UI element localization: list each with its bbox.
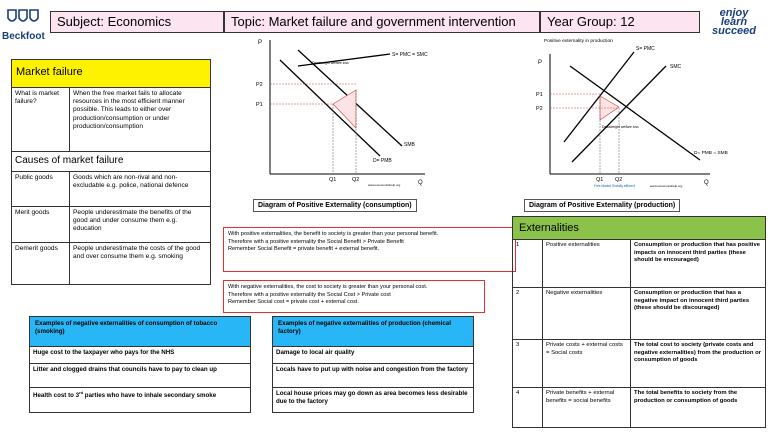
factory-title: Examples of negative externalities of production (chemical factory) xyxy=(273,317,474,347)
topic-header: Topic: Market failure and government intervention xyxy=(224,11,540,33)
externality-term: Private benefits + external benefits = social benefits xyxy=(543,388,631,428)
externalities-table xyxy=(512,216,766,428)
factory-item: Local house prices may go down as area becomes less desirable due to the factory xyxy=(273,388,474,413)
externality-definition: The total benefits to society from the production or consumption of goods xyxy=(631,388,766,428)
row-number: 2 xyxy=(513,288,543,340)
tobacco-item-text: parties who have to inhale secondary smoke xyxy=(83,392,217,400)
q1-label: Q1 xyxy=(596,177,604,183)
factory-item: Locals have to put up with noise and congestion from the factory xyxy=(273,364,474,388)
motto xyxy=(704,9,764,36)
row-number: 1 xyxy=(513,240,543,288)
demand-curve xyxy=(280,60,380,156)
tobacco-item-text: Health cost to 3 xyxy=(33,392,80,400)
factory-externalities-table xyxy=(272,316,474,413)
welfare-label: Deadweight welfare loss xyxy=(312,61,349,65)
market-failure-table xyxy=(11,59,211,285)
diagram-title: Positive externality in production xyxy=(544,39,613,44)
externality-definition: Consumption or production that has a negative impact on innocent third parties (these should be discouraged) xyxy=(631,288,766,340)
cause-definition: People underestimate the costs of the good and over consume them e.g. smoking xyxy=(70,242,211,284)
demand-label: D= PMB xyxy=(373,158,392,164)
q2-label: Q2 xyxy=(352,177,360,183)
logo-text: Beckfoot xyxy=(2,31,45,42)
note-line: Therefore with a positive externality the Social Cost > Private cost xyxy=(228,291,391,298)
q2-label: Q2 xyxy=(615,177,623,183)
cause-definition: People underestimate the benefits of the good and under consume them e.g. education xyxy=(70,206,211,242)
externality-term: Private costs + external costs = Social costs xyxy=(543,340,631,388)
consumption-externality-diagram xyxy=(250,34,440,190)
production-diagram-caption: Diagram of Positive Externality (production) xyxy=(524,199,680,212)
motto-learn: learn xyxy=(720,16,748,28)
p2-label: P2 xyxy=(256,82,263,88)
cause-term: Public goods xyxy=(12,171,70,206)
note-line: Remember Social cost = private cost + external cost. xyxy=(228,299,359,306)
note-line: With negative externalities, the cost to society is greater than your personal cost. xyxy=(228,284,428,290)
note-line: Remember Social Benefit = private benefit + external benefit. xyxy=(228,246,380,253)
supply-label: S= PMC xyxy=(636,46,655,52)
smb-label: SMB xyxy=(404,142,415,148)
tobacco-item: Litter and clogged drains that councils have to pay to clean up xyxy=(30,364,251,388)
p2-label: P2 xyxy=(536,106,543,112)
cause-term: Demerit goods xyxy=(12,242,70,284)
row-number: 4 xyxy=(513,388,543,428)
x-axis-label: Q xyxy=(418,180,423,186)
market-failure-answer: When the free market fails to allocate resources in the most efficient manner possible. This leads to either over production/consumption or under production/consumption xyxy=(70,88,211,152)
q1-note: Free Market xyxy=(594,184,612,188)
subject-header: Subject: Economics xyxy=(50,11,224,33)
p1-label: P1 xyxy=(256,102,263,108)
crest-icon xyxy=(2,8,48,28)
smc-label: SMC xyxy=(670,64,682,70)
production-externality-diagram xyxy=(530,34,730,192)
row-number: 3 xyxy=(513,340,543,388)
motto-enjoy: enjoy xyxy=(719,7,749,19)
causes-title: Causes of market failure xyxy=(12,152,211,172)
x-axis-label: Q xyxy=(704,180,709,186)
motto-succeed: succeed xyxy=(711,25,757,37)
ordinal-suffix: rd xyxy=(79,390,84,395)
positive-externality-note xyxy=(223,227,516,272)
source-label: www.economicshelp.org xyxy=(650,184,683,188)
tobacco-item xyxy=(30,388,251,413)
externality-definition: The total cost to society (private costs and negative externalities) from the production or consumption of goods xyxy=(631,340,766,388)
tobacco-item: Huge cost to the taxpayer who pays for the NHS xyxy=(30,347,251,364)
q1-label: Q1 xyxy=(329,177,337,183)
externality-definition: Consumption or production that has positive impacts on innocent third parties (these should be encouraged) xyxy=(631,240,766,288)
source-label: www.economicshelp.org xyxy=(368,183,401,187)
y-axis-label: P xyxy=(538,60,543,66)
market-failure-title: Market failure xyxy=(12,60,211,88)
demand-curve xyxy=(570,66,700,160)
negative-externality-note xyxy=(223,280,485,313)
y-axis-label: P xyxy=(258,40,263,46)
externality-term: Negative externalities xyxy=(543,288,631,340)
welfare-label: Deadweight welfare loss xyxy=(602,125,639,129)
factory-item: Damage to local air quality xyxy=(273,347,474,364)
consumption-diagram-caption: Diagram of Positive Externality (consumption) xyxy=(253,199,417,212)
cause-term: Merit goods xyxy=(12,206,70,242)
q2-note: Socially efficient xyxy=(612,184,635,188)
cause-definition: Goods which are non-rival and non-excludable e.g. police, national defence xyxy=(70,171,211,206)
year-header: Year Group: 12 xyxy=(540,11,700,33)
demand-label: D= PMB = SMB xyxy=(694,151,728,156)
externalities-title: Externalities xyxy=(513,217,766,240)
p1-label: P1 xyxy=(536,92,543,98)
tobacco-title: Examples of negative externalities of consumption of tobacco (smoking) xyxy=(30,317,251,347)
externality-term: Positive externalities xyxy=(543,240,631,288)
supply-label: S= PMC = SMC xyxy=(392,52,428,58)
tobacco-externalities-table xyxy=(29,316,251,413)
note-line: With positive externalities, the benefit to society is greater than your personal benefit. xyxy=(228,231,439,237)
note-line: Therefore with a positive externality the Social Benefit > Private Benefit xyxy=(228,238,404,245)
logo xyxy=(2,8,48,40)
market-failure-question: What is market failure? xyxy=(12,88,70,152)
